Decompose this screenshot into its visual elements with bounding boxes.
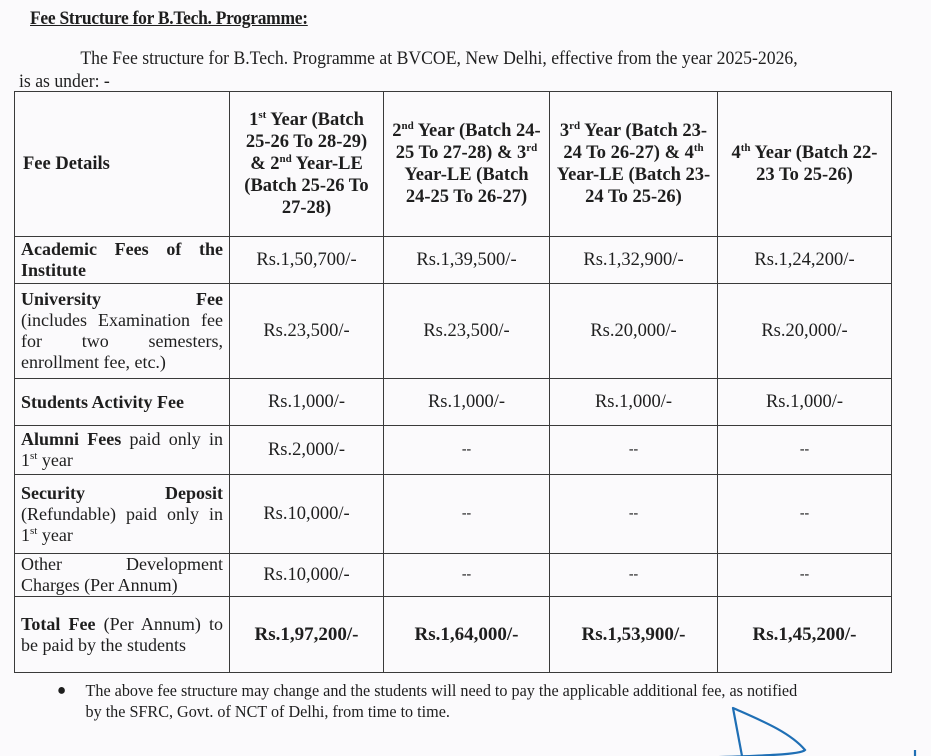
fee-table xyxy=(14,91,892,673)
total-value: Rs.1,53,900/- xyxy=(550,597,718,673)
table-row-total xyxy=(15,597,892,673)
total-value: Rs.1,97,200/- xyxy=(230,597,384,673)
row-label: Total Fee (Per Annum) to be paid by the students xyxy=(15,597,230,673)
fee-value: Rs.1,50,700/- xyxy=(230,237,384,284)
table-row xyxy=(15,426,892,475)
fee-value: Rs.1,000/- xyxy=(230,379,384,426)
fee-value: Rs.2,000/- xyxy=(230,426,384,475)
fee-value: -- xyxy=(384,426,550,475)
table-row xyxy=(15,475,892,554)
table-header-row xyxy=(15,92,892,237)
fee-value: -- xyxy=(718,426,892,475)
header-column-4: 4th Year (Batch 22-23 To 25-26) xyxy=(718,92,892,237)
document-title: Fee Structure for B.Tech. Programme: xyxy=(30,8,308,29)
intro-text: The Fee structure for B.Tech. Programme at BVCOE, New Delhi, effective from the year 2025-2026, is as under: - xyxy=(19,48,798,92)
fee-value: -- xyxy=(550,475,718,554)
row-label: University Fee (includes Examination fee for two semesters, enrollment fee, etc.) xyxy=(15,284,230,379)
row-label: Other Development Charges (Per Annum) xyxy=(15,554,230,597)
header-column-2: 2nd Year (Batch 24-25 To 27-28) & 3rd Year-LE (Batch 24-25 To 26-27) xyxy=(384,92,550,237)
header-column-1: 1st Year (Batch 25-26 To 28-29) & 2nd Year-LE (Batch 25-26 To 27-28) xyxy=(230,92,384,237)
fee-value: Rs.1,32,900/- xyxy=(550,237,718,284)
fee-value: Rs.20,000/- xyxy=(550,284,718,379)
row-label: Security Deposit (Refundable) paid only in 1st year xyxy=(15,475,230,554)
fee-value: -- xyxy=(718,475,892,554)
signature-stroke xyxy=(630,708,805,756)
table-row xyxy=(15,554,892,597)
fee-value: Rs.1,24,200/- xyxy=(718,237,892,284)
fee-value: Rs.10,000/- xyxy=(230,475,384,554)
total-value: Rs.1,64,000/- xyxy=(384,597,550,673)
row-label: Alumni Fees paid only in 1st year xyxy=(15,426,230,475)
fee-value: Rs.20,000/- xyxy=(718,284,892,379)
intro-paragraph xyxy=(19,47,800,93)
fee-value: Rs.1,000/- xyxy=(718,379,892,426)
fee-value: Rs.1,000/- xyxy=(384,379,550,426)
bullet-icon: ● xyxy=(57,682,67,699)
fee-value: Rs.1,39,500/- xyxy=(384,237,550,284)
header-column-3: 3rd Year (Batch 23-24 To 26-27) & 4th Year-LE (Batch 23-24 To 25-26) xyxy=(550,92,718,237)
total-value: Rs.1,45,200/- xyxy=(718,597,892,673)
fee-value: -- xyxy=(384,554,550,597)
table-row xyxy=(15,284,892,379)
note-item: The above fee structure may change and the students will need to pay the applicable additional fee, as notified by the SFRC, Govt. of NCT of Delhi, from time to time. xyxy=(85,681,798,721)
fee-value: Rs.23,500/- xyxy=(230,284,384,379)
fee-value: -- xyxy=(384,475,550,554)
table-row xyxy=(15,237,892,284)
fee-value: Rs.1,000/- xyxy=(550,379,718,426)
table-row xyxy=(15,379,892,426)
row-label: Academic Fees of the Institute xyxy=(15,237,230,284)
signature-mark xyxy=(600,700,931,756)
row-label: Students Activity Fee xyxy=(15,379,230,426)
fee-value: Rs.10,000/- xyxy=(230,554,384,597)
fee-value: Rs.23,500/- xyxy=(384,284,550,379)
fee-value: -- xyxy=(718,554,892,597)
fee-value: -- xyxy=(550,554,718,597)
header-fee-details: Fee Details xyxy=(15,92,230,237)
fee-value: -- xyxy=(550,426,718,475)
